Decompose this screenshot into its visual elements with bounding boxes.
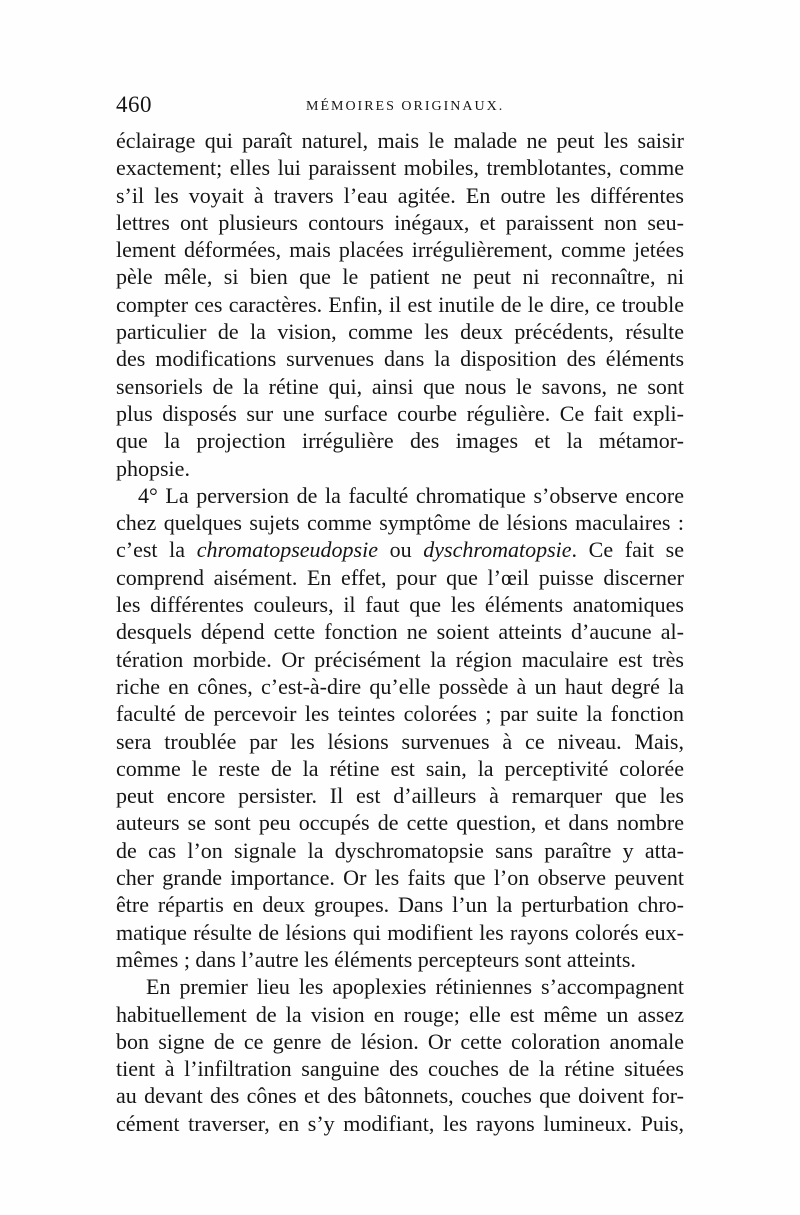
text-line: sensoriels de la rétine qui, ainsi que nous le savons, ne sont <box>116 373 684 399</box>
text-line: éclairage qui paraît naturel, mais le malade ne peut les saisir <box>116 128 684 153</box>
text-line: chez quelques sujets comme symptôme de lésions maculaires : <box>116 510 684 536</box>
text-line: particulier de la vision, comme les deux précédents, résulte <box>116 319 684 345</box>
text-line: En premier lieu les apoplexies rétiniennes s’accompagnent <box>146 974 684 1000</box>
text-line: pèle mêle, si bien que le patient ne peut ni reconnaître, ni <box>116 264 684 290</box>
text-line: faculté de percevoir les teintes colorées ; par suite la fonction <box>116 701 684 727</box>
text-line: comprend aisément. En effet, pour que l’œil puisse discerner <box>116 564 684 590</box>
text-line: lement déformées, mais placées irrégulièrement, comme jetées <box>116 237 684 263</box>
text-line: au devant des cônes et des bâtonnets, couches que doivent for- <box>116 1083 684 1109</box>
text-line: s’il les voyait à travers l’eau agitée. En outre les différentes <box>116 182 684 208</box>
text-line: cément traverser, en s’y modifiant, les rayons lumineux. Puis, <box>116 1110 684 1136</box>
text-line: riche en cônes, c’est-à-dire qu’elle possède à un haut degré la <box>116 673 684 699</box>
text-line: compter ces caractères. Enfin, il est inutile de le dire, ce trouble <box>116 291 684 317</box>
text-line: des modifications survenues dans la disposition des éléments <box>116 346 684 372</box>
text-line: desquels dépend cette fonction ne soient atteints d’aucune al- <box>116 619 684 645</box>
text-line: peut encore persister. Il est d’ailleurs à remarquer que les <box>116 783 684 809</box>
page-number: 460 <box>116 92 152 117</box>
text-line: sera troublée par les lésions survenues à ce niveau. Mais, <box>116 728 684 754</box>
text-line: être répartis en deux groupes. Dans l’un la perturbation chro- <box>116 892 684 918</box>
text-line: tération morbide. Or précisément la région maculaire est très <box>116 646 684 672</box>
text-line: auteurs se sont peu occupés de cette question, et dans nombre <box>116 810 684 836</box>
text-line: cher grande importance. Or les faits que l’on observe peuvent <box>116 865 684 891</box>
text-line: habituellement de la vision en rouge; elle est même un assez <box>116 1001 684 1027</box>
text-line: les différentes couleurs, il faut que les éléments anatomiques <box>116 592 684 618</box>
text-line: plus disposés sur une surface courbe régulière. Ce fait expli- <box>116 400 684 426</box>
text-line: exactement; elles lui paraissent mobiles, tremblotantes, comme <box>116 155 684 181</box>
text-line: matique résulte de lésions qui modifient les rayons colorés eux- <box>116 919 684 945</box>
text-line: mêmes ; dans l’autre les éléments percepteurs sont atteints. <box>116 946 636 972</box>
text-line: de cas l’on signale la dyschromatopsie sans paraître y atta- <box>116 837 684 863</box>
body-text <box>116 127 684 1137</box>
text-line: c’est la chromatopseudopsie ou dyschromatopsie. Ce fait se <box>116 537 685 563</box>
page-header <box>116 92 684 122</box>
text-line: 4° La perversion de la faculté chromatique s’observe encore <box>138 482 684 508</box>
text-line: phopsie. <box>116 455 190 481</box>
text-line: tient à l’infiltration sanguine des couches de la rétine situées <box>116 1056 684 1082</box>
running-head: MÉMOIRES ORIGINAUX. <box>306 99 505 114</box>
text-line: bon signe de ce genre de lésion. Or cette coloration anomale <box>116 1028 684 1054</box>
text-line: lettres ont plusieurs contours inégaux, et paraissent non seu- <box>116 209 684 235</box>
text-line: que la projection irrégulière des images et la métamor- <box>116 428 684 454</box>
text-line: comme le reste de la rétine est sain, la perceptivité colorée <box>116 755 684 781</box>
